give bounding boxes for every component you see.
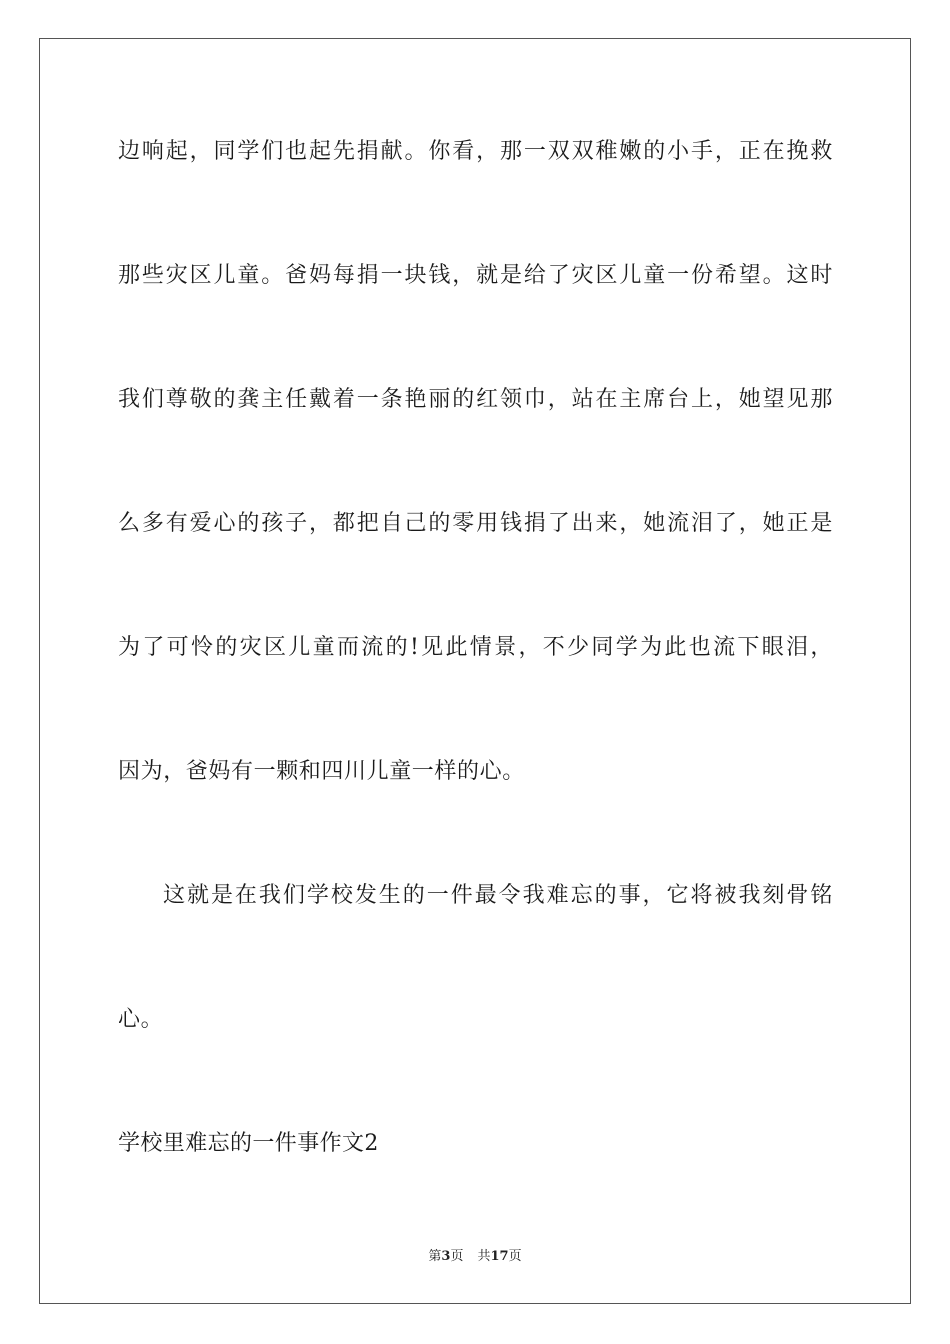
total-pages: 17 (490, 1249, 509, 1264)
page-prefix: 第 (428, 1249, 442, 1264)
section-heading: 学校里难忘的一件事作文2 (118, 1131, 379, 1156)
paragraph-indented-line: 这就是在我们学校发生的一件最令我难忘的事，它将被我刻骨铭 (163, 883, 833, 908)
body-text-line-3: 我们尊敬的龚主任戴着一条艳丽的红领巾，站在主席台上，她望见那 (118, 387, 833, 412)
body-text-line-8: 心。 (118, 1007, 164, 1032)
body-text-line-6: 因为，爸妈有一颗和四川儿童一样的心。 (118, 759, 525, 784)
page-footer (0, 1249, 950, 1265)
body-text-line-1: 边响起，同学们也起先捐献。你看，那一双双稚嫩的小手，正在挽救 (118, 139, 833, 164)
total-prefix: 共 (477, 1249, 491, 1264)
page-suffix: 页 (450, 1249, 464, 1264)
body-text-line-4: 么多有爱心的孩子，都把自己的零用钱捐了出来，她流泪了，她正是 (118, 511, 833, 536)
page-border (39, 38, 911, 1304)
total-suffix: 页 (508, 1249, 522, 1264)
page-number: 3 (441, 1249, 451, 1264)
body-text-line-5: 为了可怜的灾区儿童而流的!见此情景，不少同学为此也流下眼泪， (118, 635, 833, 660)
body-text-line-2: 那些灾区儿童。爸妈每捐一块钱，就是给了灾区儿童一份希望。这时 (118, 263, 833, 288)
